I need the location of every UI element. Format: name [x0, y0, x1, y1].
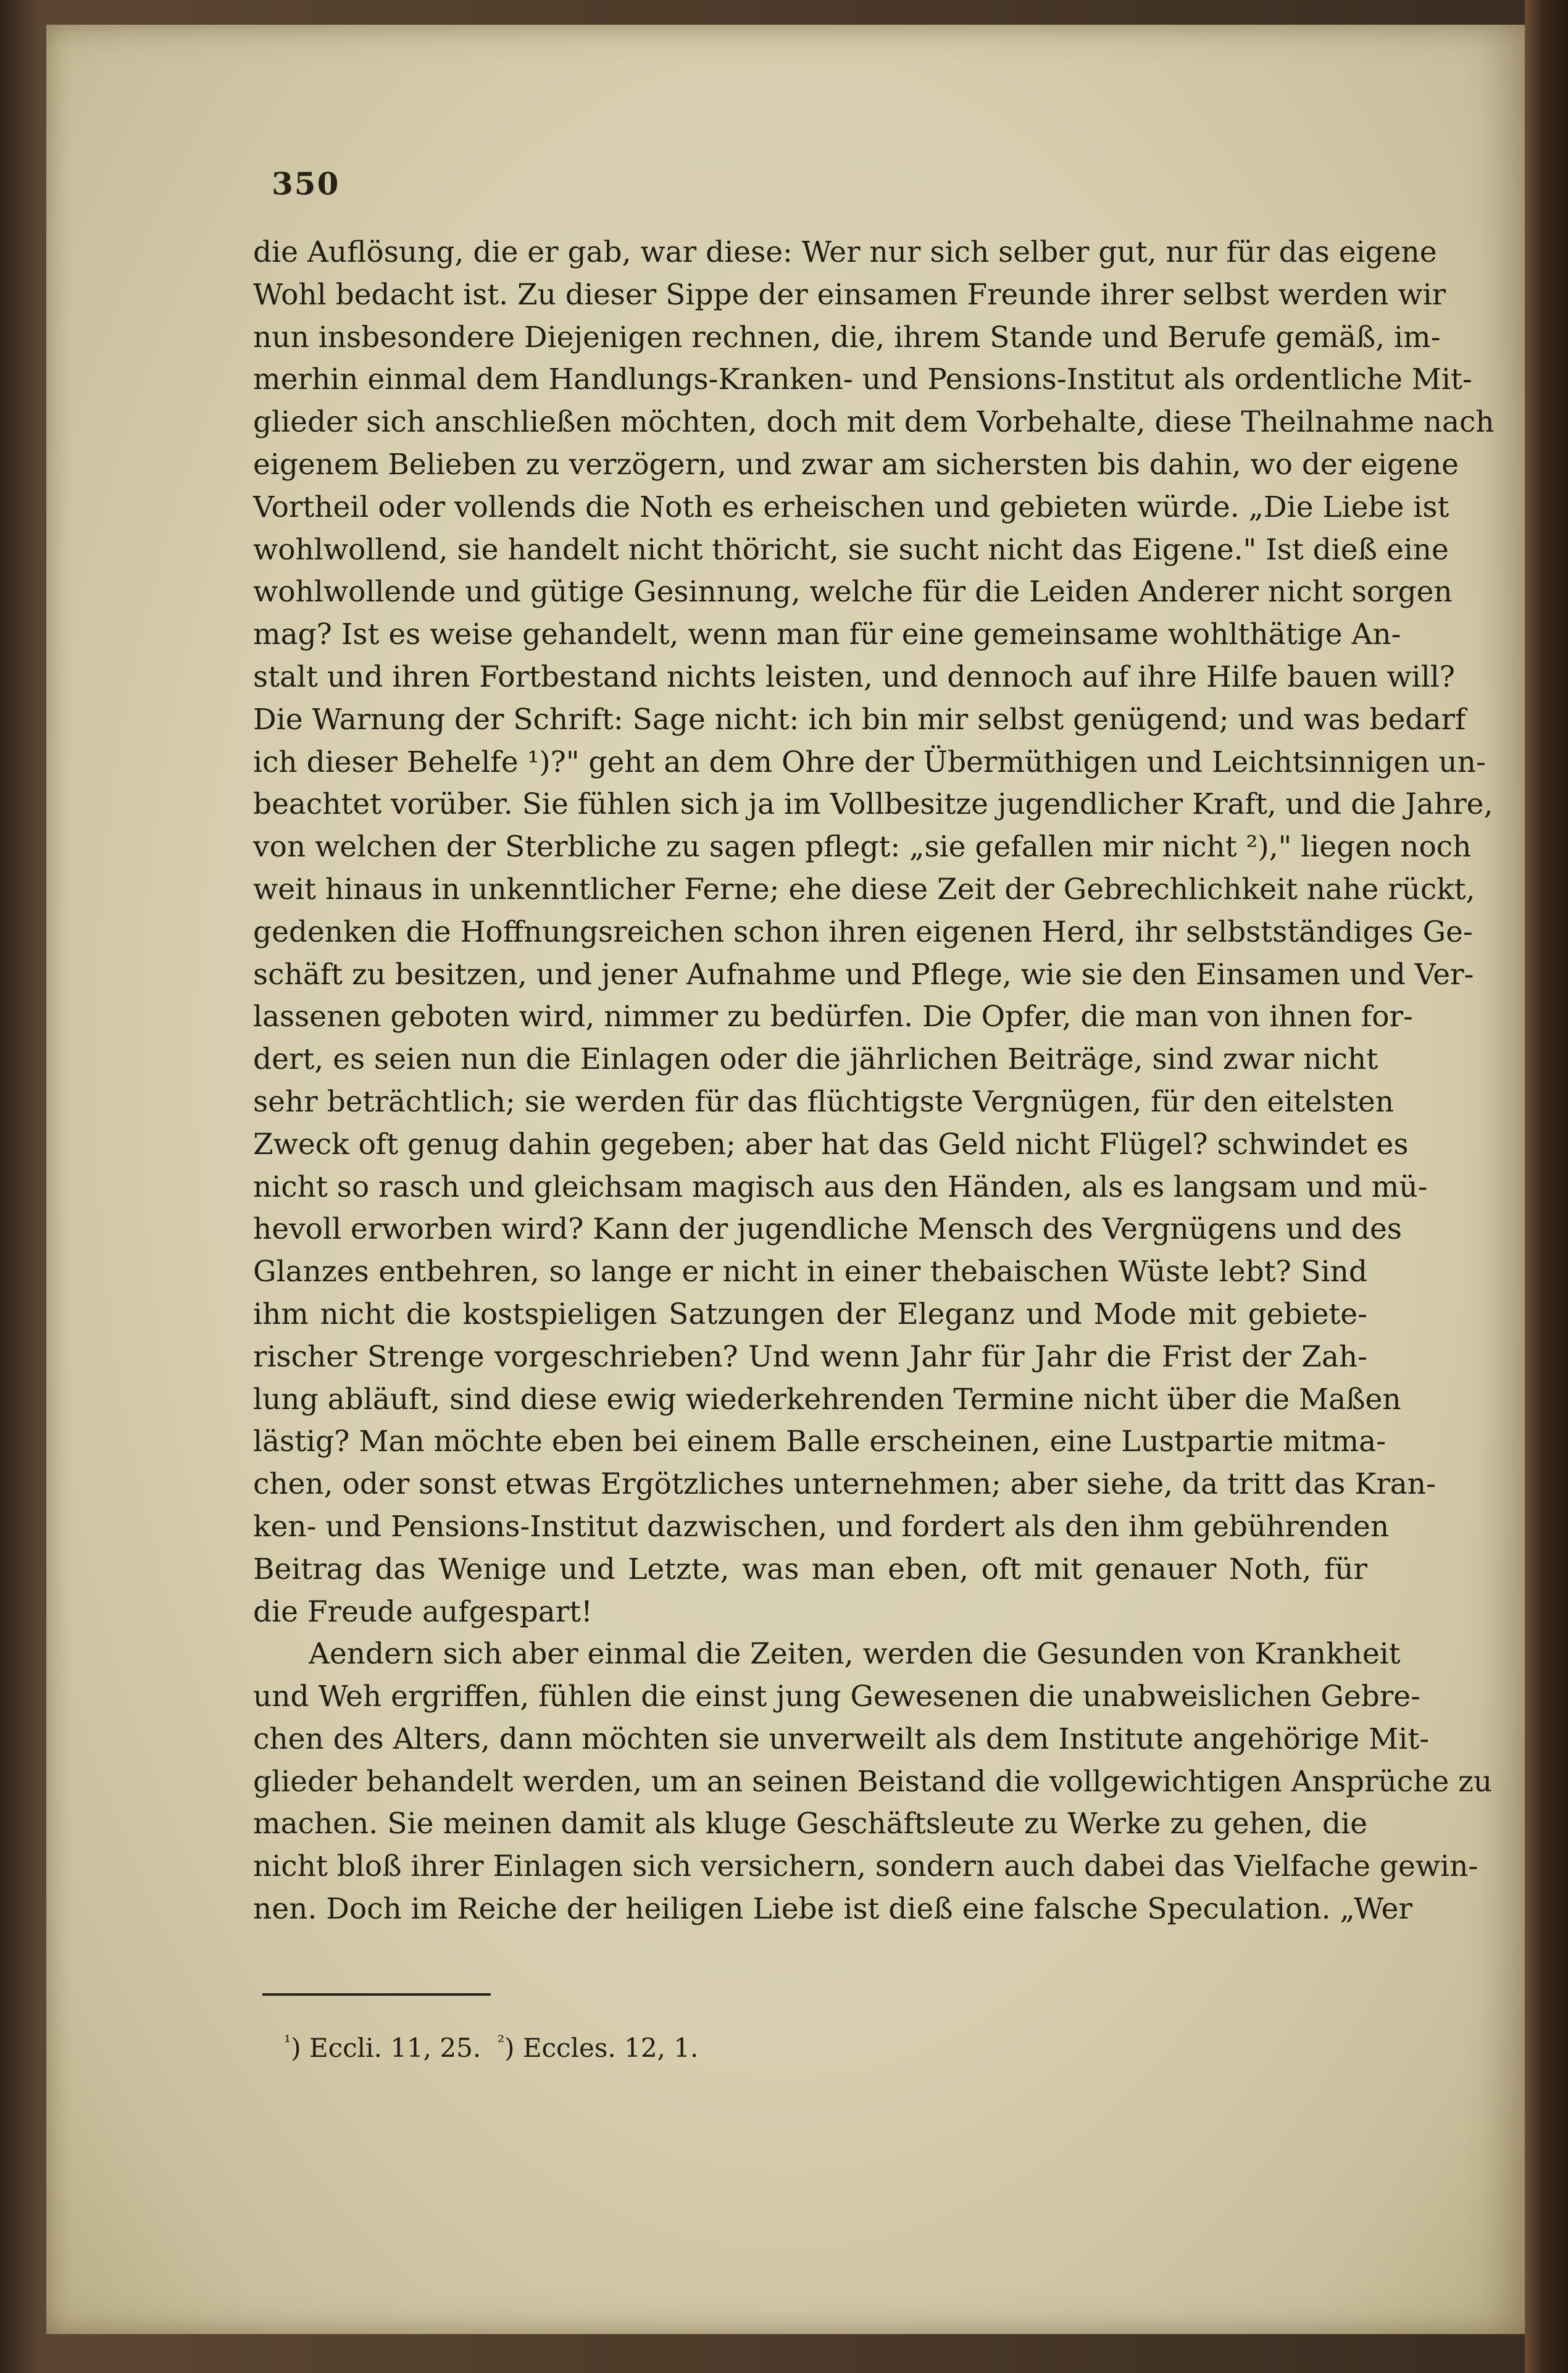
text-line: nicht bloß ihrer Einlagen sich versichern, sondern auch dabei das Vielfache gewin-	[253, 1849, 1478, 1884]
text-line: lästig? Man möchte eben bei einem Balle erscheinen, eine Lustpartie mitma-	[253, 1425, 1387, 1459]
text-line: glieder behandelt werden, um an seinen Beistand die vollgewichtigen Ansprüche zu	[253, 1764, 1493, 1799]
paragraph-start-line: Aendern sich aber einmal die Zeiten, werden die Gesunden von Krankheit	[309, 1637, 1401, 1672]
text-line: Beitrag das Wenige und Letzte, was man eben, oft mit genauer Noth, für	[253, 1552, 1367, 1586]
text-line: lassenen geboten wird, nimmer zu bedürfen. Die Opfer, die man von ihnen for-	[253, 1000, 1413, 1034]
paragraph-end-line: die Freude aufgespart!	[253, 1594, 593, 1629]
text-line: lung abläuft, sind diese ewig wiederkehrenden Termine nicht über die Maßen	[253, 1382, 1401, 1417]
book-spine	[1525, 0, 1568, 2373]
body-text	[253, 232, 1495, 1931]
text-line: wohlwollend, sie handelt nicht thöricht, sie sucht nicht das Eigene." Ist dieß eine	[253, 532, 1449, 567]
text-line: chen des Alters, dann möchten sie unverweilt als dem Institute angehörige Mit-	[253, 1722, 1430, 1756]
text-line: ken- und Pensions-Institut dazwischen, und fordert als den ihm gebührenden	[253, 1509, 1390, 1544]
page-number: 350	[272, 165, 340, 202]
text-line: glieder sich anschließen möchten, doch mit dem Vorbehalte, diese Theilnahme nach	[253, 405, 1495, 440]
text-line: ich dieser Behelfe ¹)?" geht an dem Ohre der Übermüthigen und Leichtsinnigen un-	[253, 745, 1486, 779]
text-line: schäft zu besitzen, und jener Aufnahme und Pflege, wie sie den Einsamen und Ver-	[253, 957, 1474, 992]
text-line: Glanzes entbehren, so lange er nicht in einer thebaischen Wüste lebt? Sind	[253, 1255, 1367, 1289]
text-line: rischer Strenge vorgeschrieben? Und wenn Jahr für Jahr die Frist der Zah-	[253, 1339, 1367, 1374]
text-line: dert, es seien nun die Einlagen oder die jährlichen Beiträge, sind zwar nicht	[253, 1042, 1378, 1077]
text-line: wohlwollende und gütige Gesinnung, welche für die Leiden Anderer nicht sorgen	[253, 575, 1453, 609]
text-line: Wohl bedacht ist. Zu dieser Sippe der einsamen Freunde ihrer selbst werden wir	[253, 277, 1446, 312]
text-line: nun insbesondere Diejenigen rechnen, die, ihrem Stande und Berufe gemäß, im-	[253, 320, 1441, 354]
text-line: stalt und ihren Fortbestand nichts leisten, und dennoch auf ihre Hilfe bauen will?	[253, 659, 1455, 694]
text-line: gedenken die Hoffnungsreichen schon ihren eigenen Herd, ihr selbstständiges Ge-	[253, 914, 1473, 949]
text-line: eigenem Belieben zu verzögern, und zwar am sichersten bis dahin, wo der eigene	[253, 447, 1459, 482]
footnote-marker: ²	[497, 2032, 505, 2052]
footnote-marker: ¹	[284, 2032, 291, 2052]
text-line: und Weh ergriffen, fühlen die einst jung Gewesenen die unabweislichen Gebre-	[253, 1680, 1420, 1714]
footnote-reference: ) Eccles. 12, 1.	[504, 2033, 699, 2063]
text-line: ihm nicht die kostspieligen Satzungen der Eleganz und Mode mit gebiete-	[253, 1297, 1367, 1331]
text-line: Vortheil oder vollends die Noth es erheischen und gebieten würde. „Die Liebe ist	[253, 490, 1449, 524]
text-line: nen. Doch im Reiche der heiligen Liebe ist dieß eine falsche Speculation. „Wer	[253, 1892, 1412, 1927]
text-line: mag? Ist es weise gehandelt, wenn man für eine gemeinsame wohlthätige An-	[253, 617, 1401, 652]
text-line: von welchen der Sterbliche zu sagen pflegt: „sie gefallen mir nicht ²)," liegen noch	[253, 830, 1472, 864]
text-line: weit hinaus in unkenntlicher Ferne; ehe diese Zeit der Gebrechlichkeit nahe rückt,	[253, 872, 1475, 906]
text-line: Zweck oft genug dahin gegeben; aber hat das Geld nicht Flügel? schwindet es	[253, 1127, 1409, 1161]
text-line: sehr beträchtlich; sie werden für das flüchtigste Vergnügen, für den eitelsten	[253, 1084, 1394, 1119]
footnote-reference: ) Eccli. 11, 25.	[291, 2033, 482, 2063]
text-line: Die Warnung der Schrift: Sage nicht: ich bin mir selbst genügend; und was bedarf	[253, 702, 1466, 737]
footnote-divider	[262, 1993, 491, 1996]
footnotes	[284, 2032, 698, 2063]
text-line: hevoll erworben wird? Kann der jugendliche Mensch des Vergnügens und des	[253, 1212, 1402, 1247]
text-line: die Auflösung, die er gab, war diese: Wer nur sich selber gut, nur für das eigene	[253, 235, 1437, 269]
text-line: chen, oder sonst etwas Ergötzliches unternehmen; aber siehe, da tritt das Kran-	[253, 1467, 1436, 1502]
text-line: beachtet vorüber. Sie fühlen sich ja im Vollbesitze jugendlicher Kraft, und die Jahre,	[253, 787, 1493, 822]
text-line: nicht so rasch und gleichsam magisch aus den Händen, als es langsam und mü-	[253, 1170, 1428, 1204]
text-line: machen. Sie meinen damit als kluge Geschäftsleute zu Werke zu gehen, die	[253, 1807, 1367, 1841]
text-line: merhin einmal dem Handlungs-Kranken- und Pensions-Institut als ordentliche Mit-	[253, 362, 1472, 397]
